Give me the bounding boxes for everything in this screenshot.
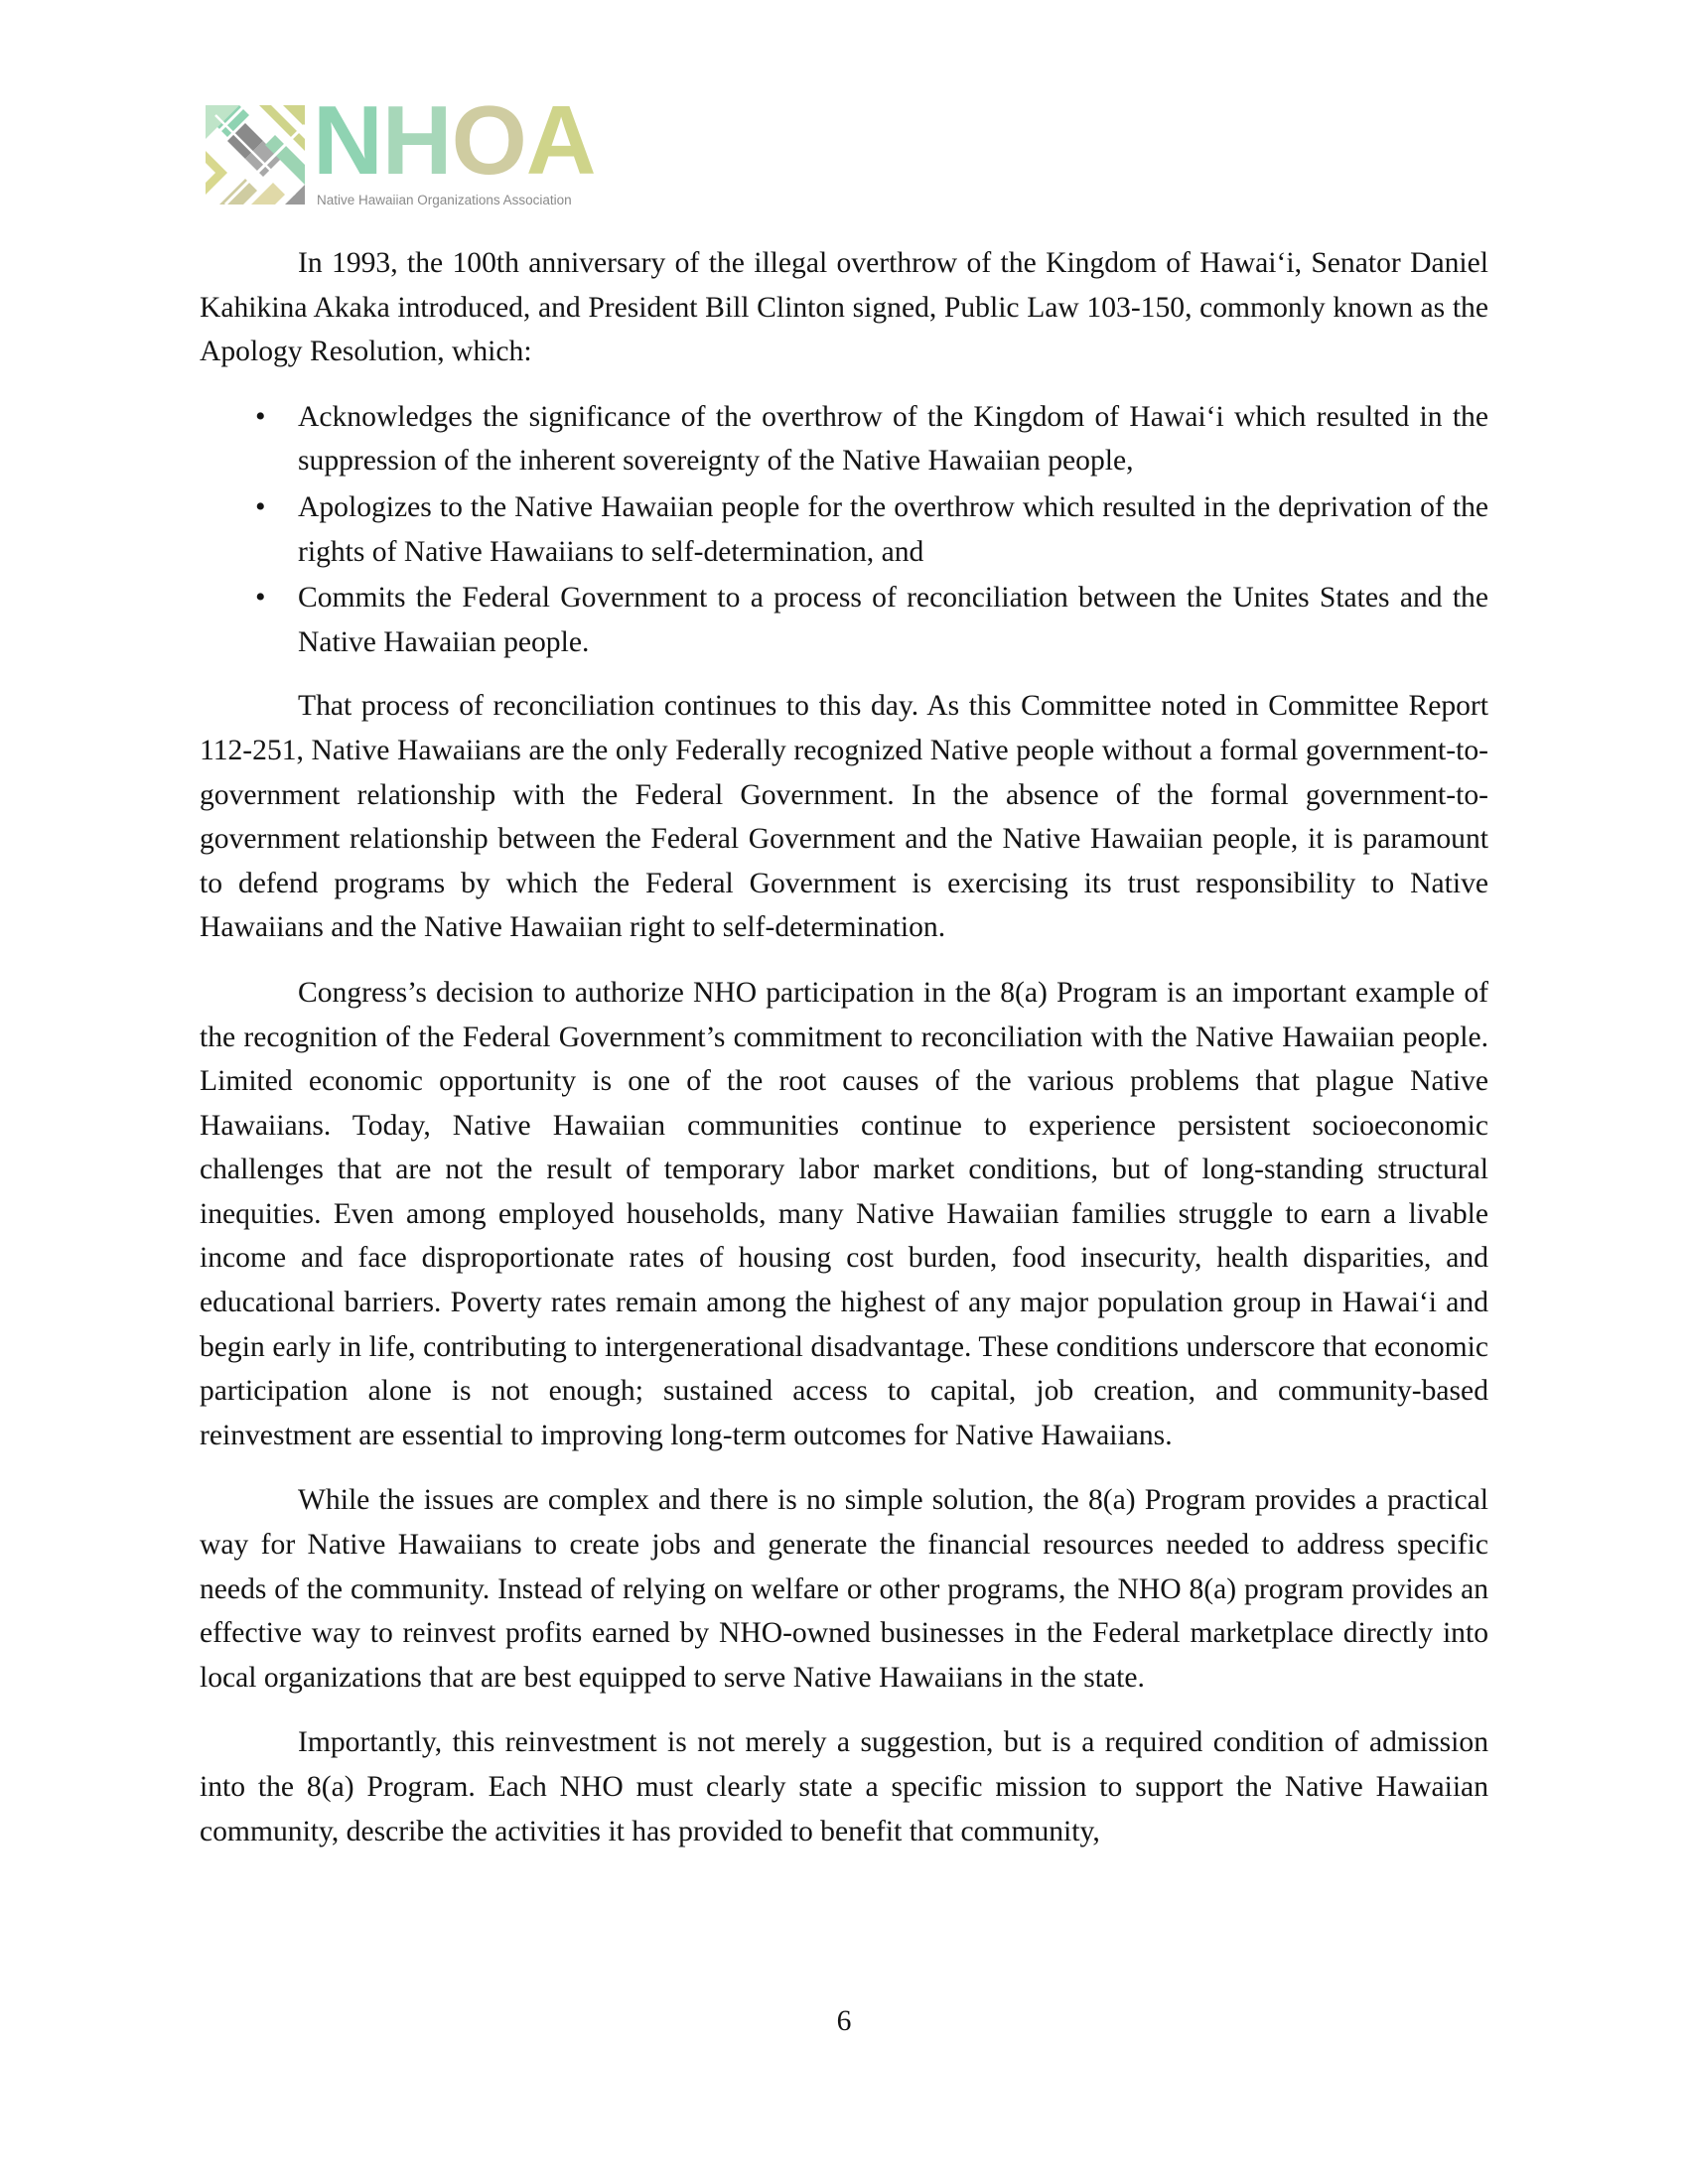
paragraph-congress: Congress’s decision to authorize NHO participation in the 8(a) Program is an important example of the recognition of the Federal Government’s commitment to reconciliation with the Native Hawaiian people. Limited economic opportunity is one of the root causes of the various problems that plague Native Hawaiians. Today, Native Hawaiian communities continue to experience persistent socioeconomic challenges that are not the result of temporary labor market conditions, but of long-standing structural inequities. Even among employed households, many Native Hawaiian families struggle to earn a livable income and face disproportionate rates of housing cost burden, food insecurity, health disparities, and educational barriers. Poverty rates remain among the highest of any major population group in Hawaiʻi and begin early in life, contributing to intergenerational disadvantage. These conditions underscore that economic participation alone is not enough; sustained access to capital, job creation, and community-based reinvestment are essential to improving long-term outcomes for Native Hawaiians. — [200, 976, 1488, 1451]
bullet-icon: • — [255, 399, 266, 433]
list-item — [200, 576, 1488, 664]
page-number: 6 — [836, 2005, 852, 2037]
list-item — [200, 395, 1488, 483]
list-item-text: Acknowledges the significance of the overthrow of the Kingdom of Hawaiʻi which resulted in the suppression of the inherent sovereignty of the Native Hawaiian people, — [298, 400, 1488, 478]
bullet-icon: • — [255, 581, 266, 614]
nhoa-logo — [206, 85, 603, 210]
paragraph-intro: In 1993, the 100th anniversary of the illegal overthrow of the Kingdom of Hawaiʻi, Senator Daniel Kahikina Akaka introduced, and President Bill Clinton signed, Public Law 103-150, commonly known as the Apology Resolution, which: — [200, 247, 1488, 368]
document-body — [200, 241, 1488, 1874]
paragraph-program: While the issues are complex and there is no simple solution, the 8(a) Program provides a practical way for Native Hawaiians to create jobs and generate the financial resources needed to address specific needs of the community. Instead of relying on welfare or other programs, the NHO 8(a) program provides an effective way to reinvest profits earned by NHO-owned businesses in the Federal marketplace directly into local organizations that are best equipped to serve Native Hawaiians in the state. — [200, 1484, 1488, 1694]
list-item-text: Commits the Federal Government to a process of reconciliation between the Unites States and the Native Hawaiian people. — [298, 582, 1488, 658]
paragraph-reconciliation: That process of reconciliation continues to this day. As this Committee noted in Committee Report 112-251, Native Hawaiians are the only Federally recognized Native people without a formal government-to-government relationship with the Federal Government. In the absence of the formal government-to-government relationship between the Federal Government and the Native Hawaiian people, it is paramount to defend programs by which the Federal Government is exercising its trust responsibility to Native Hawaiians and the Native Hawaiian right to self-determination. — [200, 690, 1488, 944]
list-item-text: Apologizes to the Native Hawaiian people for the overthrow which resulted in the deprivation of the rights of Native Hawaiians to self-determination, and — [298, 490, 1488, 568]
paragraph-reinvestment: Importantly, this reinvestment is not merely a suggestion, but is a required condition of admission into the 8(a) Program. Each NHO must clearly state a specific mission to support the Native Hawaiian community, describe the activities it has provided to benefit that community, — [200, 1726, 1488, 1847]
logo-tagline: Native Hawaiian Organizations Association — [317, 193, 572, 207]
list-item — [200, 485, 1488, 574]
bullet-icon: • — [255, 489, 266, 523]
bullet-list — [200, 395, 1488, 665]
nhoa-woven-mark-icon — [206, 105, 305, 205]
logo-wordmark: NHOA — [313, 85, 596, 195]
